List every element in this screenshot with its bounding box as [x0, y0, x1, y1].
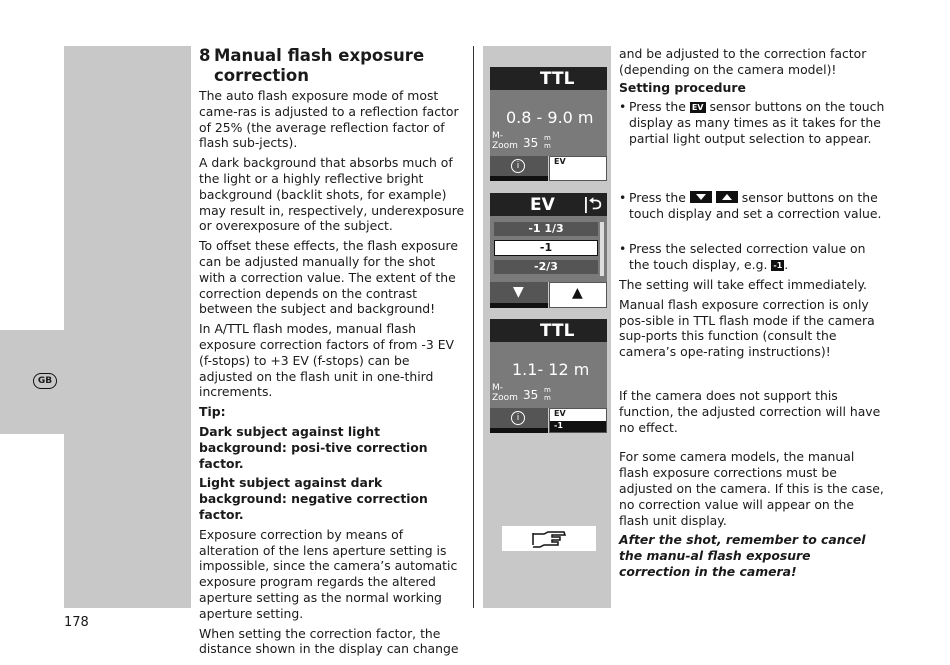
paragraph: Manual flash exposure correction is only pos-sible in TTL flash mode if the camera sup-ports this function (consult the camera’s ope-rating instructions)! — [619, 296, 875, 360]
zoom-unit: m — [544, 386, 551, 394]
section-title-line2: correction — [214, 66, 309, 85]
paragraph: Exposure correction by means of alteration of the lens aperture setting is impossible, since the camera’s automatic exposure program regards the altered aperture setting as the normal working aperture setting. — [199, 526, 458, 621]
ev-button[interactable] — [549, 408, 607, 433]
column-divider — [473, 46, 474, 608]
minus-one-key-icon: -1 — [773, 261, 783, 271]
zoom-unit: m — [544, 134, 551, 142]
bullet-text: . — [784, 257, 789, 273]
list-item[interactable]: -1 1/3 — [494, 222, 598, 236]
list-item[interactable]: -2/3 — [494, 260, 598, 274]
flash-display-ttl — [490, 67, 607, 181]
zoom-label: M- — [492, 383, 504, 393]
bullet-text: sensor buttons on the touch display and set a correction value. — [629, 189, 882, 221]
paragraph: To offset these effects, the flash exposure can be adjusted manually for the shot with a correction value. The extent of the correction depends on the contrast between the subject and background! — [199, 238, 458, 317]
paragraph: In A/TTL flash modes, manual flash exposure correction factors of from -3 EV (f-stops) to +3 EV (f-stops) can be adjusted on the flash unit in one-third increments. — [199, 321, 455, 400]
bullet-text: Press the — [629, 99, 686, 115]
zoom-label: Zoom — [492, 393, 518, 403]
display-mode-bar — [490, 193, 607, 216]
ev-label: EV — [554, 409, 566, 418]
range-value: 1.1- 12 m — [512, 360, 590, 379]
info-icon: i — [511, 411, 525, 425]
display-screen — [490, 90, 607, 156]
tip-label: Tip: — [199, 404, 226, 420]
section-heading — [199, 46, 465, 86]
zoom-label: Zoom — [492, 141, 518, 151]
note-box — [502, 526, 596, 551]
bullet-item: • Press the EV sensor buttons on the touch display as many times as it takes for the partial light output selection to appear. — [619, 99, 885, 146]
ev-value: -1 — [554, 421, 563, 430]
up-arrow-icon: ▲ — [572, 285, 583, 301]
section-title-line1: Manual flash exposure — [214, 46, 425, 65]
paragraph: and be adjusted to the correction factor (depending on the camera model)! — [619, 46, 867, 77]
down-key-icon — [690, 191, 712, 203]
language-badge-label: GB — [37, 376, 53, 386]
zoom-label: M- — [492, 131, 504, 141]
section-number: 8 — [199, 46, 211, 65]
left-column — [199, 46, 465, 661]
up-button[interactable] — [549, 282, 607, 308]
tip-item: Light subject against dark background: negative correction factor. — [199, 475, 428, 522]
page-number: 178 — [64, 615, 89, 630]
procedure-title: Setting procedure — [619, 79, 746, 95]
paragraph: For some camera models, the manual flash exposure corrections must be adjusted on the camera. If this is the case, no correction value will appear on the flash unit display. — [619, 449, 884, 528]
flash-display-ev — [490, 193, 607, 309]
tip-item: Dark subject against light background: posi-tive correction factor. — [199, 423, 428, 471]
paragraph: A dark background that absorbs much of the light or a highly reflective bright background (backlit shots, for example) may result in, respectively, underexposure or overexposure of the subject. — [199, 155, 465, 234]
display-screen — [490, 342, 607, 408]
display-mode-bar — [490, 319, 607, 342]
info-button[interactable] — [490, 408, 548, 433]
flash-display-ttl-corrected — [490, 319, 607, 433]
bullet-item: • Press the sensor buttons on the touch display and set a correction value. — [619, 189, 882, 221]
display-mode: TTL — [540, 321, 575, 341]
important-note: After the shot, remember to cancel the manu-al flash exposure correction in the camera! — [619, 532, 866, 579]
range-value: 0.8 - 9.0 m — [506, 108, 594, 127]
value-list — [490, 216, 607, 282]
display-mode: TTL — [540, 69, 575, 89]
bullet-text: Press the selected correction value on the touch display, e.g. — [629, 241, 866, 273]
bullet-text: sensor buttons on the touch display as many times as it takes for the partial light output selection to appear. — [629, 99, 885, 146]
scrollbar[interactable] — [600, 222, 604, 276]
pointing-hand-icon — [530, 528, 570, 550]
ev-key-icon: EV — [691, 103, 704, 113]
zoom-unit: m — [544, 394, 551, 402]
bullet-item: • Press the selected correction value on the touch display, e.g. -1 . — [619, 241, 866, 273]
display-mode-bar — [490, 67, 607, 90]
ev-label: EV — [554, 157, 566, 166]
bullet-text: Press the — [629, 189, 686, 205]
ev-button[interactable] — [549, 156, 607, 181]
right-column — [619, 46, 885, 584]
paragraph: The auto flash exposure mode of most came-ras is adjusted to a reflection factor of 25% (the average reflection factor of flash sub-jects). — [199, 88, 459, 151]
zoom-unit: m — [544, 142, 551, 150]
zoom-value: 35 — [523, 136, 539, 150]
left-margin-panel — [64, 46, 191, 608]
paragraph: When setting the correction factor, the distance shown in the display can change — [199, 625, 459, 657]
return-icon[interactable]: |⮌ — [583, 194, 602, 213]
display-mode: EV — [530, 195, 555, 215]
zoom-value: 35 — [523, 388, 539, 402]
list-item-selected[interactable]: -1 — [494, 240, 598, 256]
language-badge — [33, 373, 57, 389]
info-icon: i — [511, 159, 525, 173]
up-key-icon — [716, 191, 738, 203]
info-button[interactable] — [490, 156, 548, 181]
down-arrow-icon: ▼ — [513, 284, 524, 300]
paragraph: If the camera does not support this function, the adjusted correction will have no effect. — [619, 387, 881, 435]
down-button[interactable] — [490, 282, 548, 308]
paragraph: The setting will take effect immediately. — [619, 276, 867, 292]
